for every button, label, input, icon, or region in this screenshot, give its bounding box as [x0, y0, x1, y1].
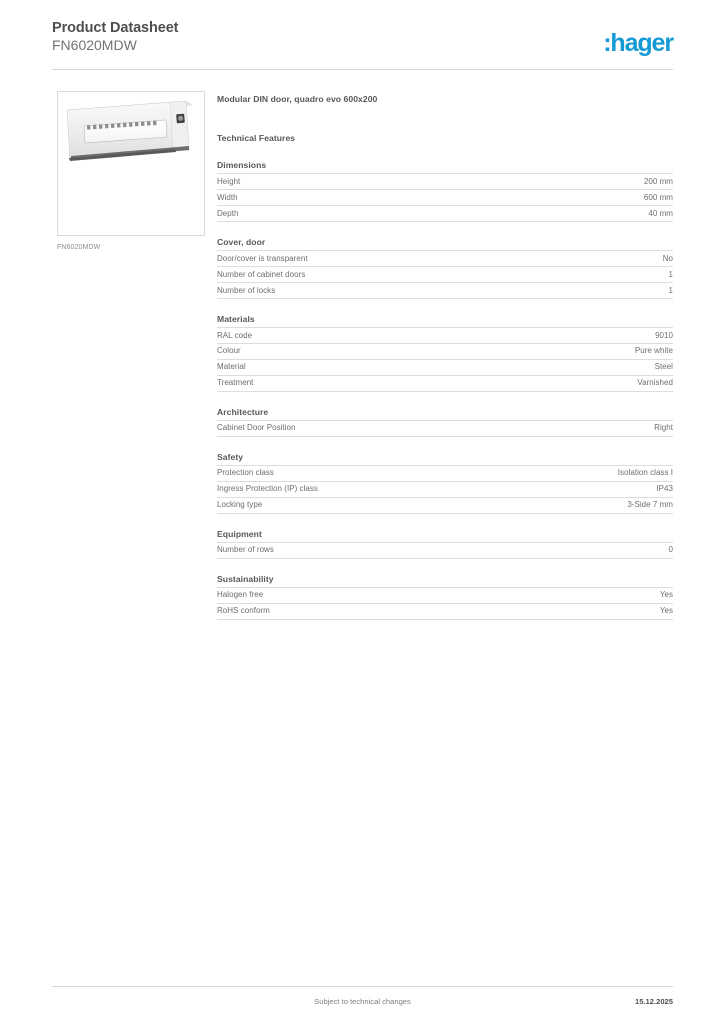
- table-row: [217, 327, 673, 343]
- page-header: [52, 20, 673, 70]
- spec-value: Isolation class I: [617, 468, 673, 478]
- table-row: [217, 189, 673, 205]
- hager-logo: :hager: [603, 29, 673, 57]
- spec-value: 3-Side 7 mm: [627, 500, 673, 510]
- spec-table: [217, 542, 673, 559]
- spec-group-title: Dimensions: [217, 160, 267, 170]
- spec-group: [217, 528, 673, 559]
- spec-label: Height: [217, 176, 241, 186]
- spec-group: [217, 236, 673, 299]
- spec-value: 40 mm: [648, 208, 673, 218]
- spec-value: Yes: [659, 606, 673, 616]
- spec-label: Locking type: [217, 500, 263, 510]
- footer-notice: Subject to technical changes: [314, 997, 411, 1006]
- table-row: [217, 174, 673, 190]
- table-row: [217, 465, 673, 481]
- spec-value: 600 mm: [643, 192, 673, 202]
- specifications-panel: [217, 94, 673, 620]
- table-row: [217, 205, 673, 221]
- table-row: [217, 266, 673, 282]
- spec-label: Protection class: [217, 468, 274, 478]
- product-name: Modular DIN door, quadro evo 600x200: [217, 94, 378, 104]
- spec-group: [217, 451, 673, 514]
- table-row: [217, 343, 673, 359]
- spec-label: Number of locks: [217, 285, 276, 295]
- spec-groups-container: [217, 159, 673, 620]
- table-row: [217, 497, 673, 513]
- table-row: [217, 420, 673, 436]
- spec-group: [217, 159, 673, 222]
- technical-features-heading: Technical Features: [217, 133, 296, 143]
- spec-table: [217, 250, 673, 299]
- spec-value: Yes: [659, 590, 673, 600]
- spec-value: 200 mm: [643, 176, 673, 186]
- spec-value: Pure white: [634, 346, 673, 356]
- product-reference: FN6020MDW: [52, 37, 137, 53]
- product-photo-icon: [58, 92, 204, 235]
- spec-group-title: Safety: [217, 451, 244, 462]
- spec-table: [217, 327, 673, 392]
- spec-label: Ingress Protection (IP) class: [217, 484, 318, 494]
- spec-group-title: Cover, door: [217, 236, 266, 247]
- spec-label: Treatment: [217, 378, 254, 388]
- spec-group: [217, 313, 673, 392]
- table-row: [217, 481, 673, 497]
- spec-value: 0: [668, 545, 673, 555]
- table-row: [217, 375, 673, 391]
- spec-value: 9010: [655, 330, 673, 340]
- spec-label: Width: [217, 192, 238, 202]
- page-footer: [52, 996, 673, 1010]
- spec-group: [217, 573, 673, 620]
- header-divider: [52, 69, 673, 70]
- spec-group-title: Architecture: [217, 406, 269, 417]
- spec-label: RoHS conform: [217, 606, 270, 616]
- spec-table: [217, 173, 673, 222]
- spec-value: Right: [654, 423, 673, 433]
- spec-group-title: Sustainability: [217, 573, 274, 584]
- page-title: Product Datasheet: [52, 20, 179, 36]
- spec-label: RAL code: [217, 330, 253, 340]
- table-row: [217, 359, 673, 375]
- table-row: [217, 282, 673, 298]
- spec-table: [217, 587, 673, 620]
- spec-label: Number of rows: [217, 545, 274, 555]
- spec-value: 1: [668, 269, 673, 279]
- spec-label: Number of cabinet doors: [217, 269, 306, 279]
- footer-date: 15.12.2025: [634, 997, 673, 1006]
- spec-table: [217, 420, 673, 437]
- spec-table: [217, 465, 673, 514]
- spec-group: [217, 406, 673, 437]
- spec-label: Colour: [217, 346, 241, 356]
- table-row: [217, 587, 673, 603]
- spec-label: Depth: [217, 208, 239, 218]
- spec-value: Steel: [654, 362, 673, 372]
- product-image-frame: [57, 91, 205, 236]
- figure-caption: FN6020MDW: [57, 244, 101, 251]
- spec-value: 1: [668, 285, 673, 295]
- spec-value: No: [662, 253, 673, 263]
- table-row: [217, 603, 673, 619]
- spec-label: Material: [217, 362, 246, 372]
- product-figure: [57, 91, 205, 252]
- spec-group-title: Equipment: [217, 528, 262, 539]
- spec-label: Cabinet Door Position: [217, 423, 296, 433]
- spec-label: Halogen free: [217, 590, 264, 600]
- spec-value: IP43: [656, 484, 673, 494]
- table-row: [217, 542, 673, 558]
- spec-label: Door/cover is transparent: [217, 253, 308, 263]
- table-row: [217, 250, 673, 266]
- spec-value: Varnished: [637, 378, 673, 388]
- spec-group-title: Materials: [217, 313, 255, 324]
- footer-divider: [52, 986, 673, 987]
